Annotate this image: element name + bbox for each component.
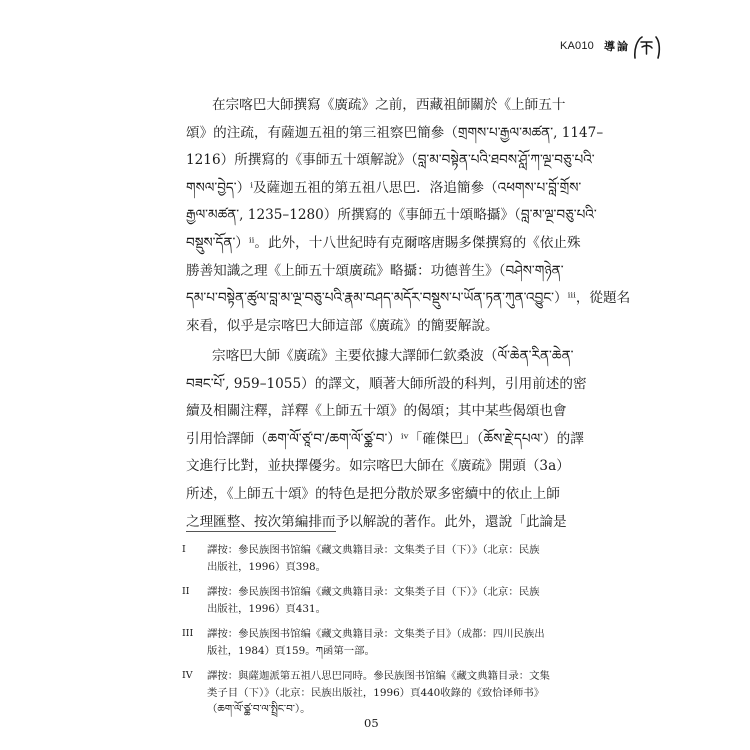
paragraph-line: གསལ་བྱེད་）ⁱ及薩迦五祖的第五祖八思巴．洛追簡參（འཕགས་པ་བློ་གྲོས་ <box>186 179 582 196</box>
header-code: KA010 <box>559 40 594 52</box>
page-number: 05 <box>364 716 379 730</box>
paragraph-line: 所述，《上師五十頌》的特色是把分散於眾多密續中的依止上師 <box>186 485 560 502</box>
paragraph-line: རྒྱལ་མཚན་, 1235–1280）所撰寫的《事師五十頌略攝》（བླ་མ་ལྔ་བཅུ་པའི་ <box>186 207 597 224</box>
footnote-line: 譯按：參民族图书馆编《藏文典籍目录：文集类子目（下）》（北京：民族 <box>207 544 540 556</box>
footnote-rule <box>186 531 336 532</box>
footnote-number: II <box>182 586 190 597</box>
footnote <box>182 626 572 659</box>
footnote-line: 版社，1984）頁159。ཀ函第一部。 <box>207 644 375 657</box>
footnote <box>182 584 572 617</box>
footnote-line: 类子目（下）》（北京：民族出版社，1996）頁440收錄的《致恰译师书》 <box>207 686 545 699</box>
paragraph-line: 勝善知識之理《上師五十頌廣疏》略攝：功德普生》（བཤེས་གཉེན་ <box>186 262 564 279</box>
footnote-line: 出版社，1996）頁398。 <box>207 560 327 573</box>
footnote <box>182 668 572 718</box>
tibetan-ornament-icon <box>632 34 662 60</box>
footnote-number: IV <box>182 670 193 681</box>
footnote <box>182 542 572 575</box>
paragraph-2 <box>186 343 587 536</box>
paragraph-line: དམ་པ་བསྟེན་ཚུལ་བླ་མ་ལྔ་བཅུ་པའི་རྣམ་བཤད་མདོར་བསྡུས་པ་ཡོན་ཏན་ཀུན་འབྱུང་）ⁱⁱⁱ，從題名 <box>186 290 631 307</box>
footnote-number: III <box>182 628 194 639</box>
paragraph-line: 續及相關注釋，詳釋《上師五十頌》的偈頌；其中某些偈頌也會 <box>186 403 567 420</box>
paragraph-line: 頌》的注疏，有薩迦五祖的第三祖察巴簡參（གྲགས་པ་རྒྱལ་མཚན་, 1147– <box>186 124 604 141</box>
footnote-number: I <box>182 544 186 555</box>
paragraph-line: 在宗喀巴大師撰寫《廣疏》之前，西藏祖師關於《上師五十 <box>212 97 566 113</box>
footnote-line: （ཆག་ལོ་ཙྪ་བ་ལ་སྤྲིང་བ་）。 <box>207 703 311 715</box>
paragraph-line: 來看，似乎是宗喀巴大師這部《廣疏》的簡要解說。 <box>186 317 499 334</box>
paragraph-line: བསྡུས་དོན་）ⁱⁱ。此外，十八世紀時有克爾喀唐賜多傑撰寫的《依止殊 <box>186 234 581 251</box>
running-header <box>560 38 630 54</box>
header-title: 導論 <box>604 40 630 53</box>
paragraph-line: 1216）所撰寫的《事師五十頌解說》（བླ་མ་བསྟེན་པའི་ཐབས་ཤློ་ཀ་ལྔ་བཅུ་པའི་ <box>186 152 595 169</box>
footnotes <box>182 542 572 727</box>
footnote-line: 出版社，1996）頁431。 <box>207 602 327 615</box>
footnote-line: 譯按：參民族图书馆编《藏文典籍目录：文集类子目（下）》（北京：民族 <box>207 586 540 598</box>
paragraph-line: 引用恰譯師（ཆག་ལོ་ཙཱ་བ་/ཆག་ལོ་ཙྪ་བ་）ⁱᵛ「確傑巴」（ཆོས་རྗེ་དཔལ་）的譯 <box>186 430 584 447</box>
paragraph-line: 之理匯整、按次第編排而予以解說的著作。此外，還說「此論是 <box>186 513 567 530</box>
paragraph-line: 文進行比對，並抉擇優劣。如宗喀巴大師在《廣疏》開頭（3a） <box>186 458 570 475</box>
footnote-line: 譯按：參民族图书馆编《藏文典籍目录：文集类子目》（成都：四川民族出 <box>207 628 545 640</box>
footnote-line: 譯按：與薩迦派第五祖八思巴同時。參民族图书馆编《藏文典籍目录：文集 <box>207 670 550 682</box>
paragraph-1 <box>186 92 631 340</box>
paragraph-line: 宗喀巴大師《廣疏》主要依據大譯師仁欽桑波（ལོ་ཆེན་རིན་ཆེན་ <box>212 348 574 364</box>
paragraph-line: བཟང་པོ་, 959–1055）的譯文，順著大師所設的科判，引用前述的密 <box>186 375 587 392</box>
